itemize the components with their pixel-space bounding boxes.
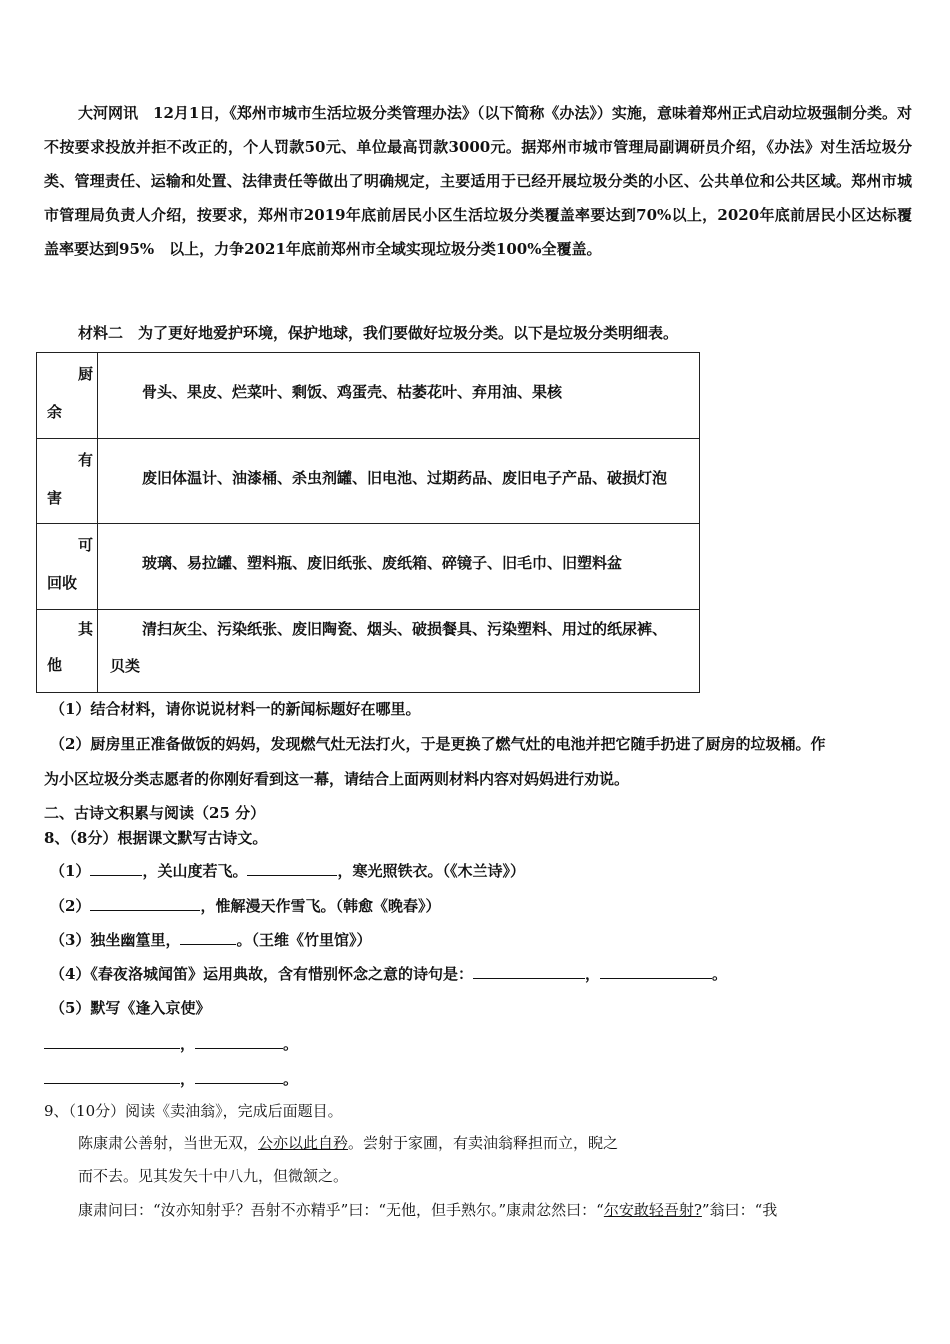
answer-blank[interactable] bbox=[90, 896, 200, 911]
question-2-line2: 为小区垃圾分类志愿者的你刚好看到这一幕，请结合上面两则材料内容对妈妈进行劝说。 bbox=[44, 770, 630, 788]
table-row bbox=[37, 353, 700, 439]
poem-line-1: （1） ，关山度若飞。 ，寒光照铁衣。（《木兰诗》） bbox=[50, 862, 525, 880]
category-cell bbox=[37, 610, 98, 693]
category-label-bottom: 回收 bbox=[47, 574, 78, 592]
passage-line-3: 康肃问曰：“汝亦知射乎？吾射不亦精乎”曰：“无他，但手熟尔。”康肃忿然曰：“尔安敢轻吾射?”翁曰：“我 bbox=[78, 1201, 778, 1219]
category-label-bottom: 余 bbox=[47, 403, 63, 421]
category-label-top: 厨 bbox=[77, 365, 93, 383]
material1-paragraph: 大河网讯 12月1日，《郑州市城市生活垃圾分类管理办法》（以下简称《办法》）实施，意味着郑州正式启动垃圾强制分类。对不按要求投放并拒不改正的，个人罚款50元、单位最高罚款3000元。据郑州市城市管理局副调研员介绍，《办法》对生活垃圾分类、管理责任、运输和处置、法律责任等做出了明确规定，主要适用于已经开展垃圾分类的小区、公共单位和公共区域。郑州市城市管理局负责人介绍，按要求，郑州市2019年底前居民小区生活垃圾分类覆盖率要达到70%以上，2020年底前居民小区达标覆盖率要达到95% 以上，力争2021年底前郑州市全域实现垃圾分类100%全覆盖。 bbox=[44, 104, 912, 258]
table-row bbox=[37, 610, 700, 693]
answer-blank[interactable] bbox=[44, 1034, 180, 1049]
passage-line-2: 而不去。见其发矢十中八九，但微颔之。 bbox=[78, 1167, 349, 1185]
items-text-continued: 贝类 bbox=[110, 657, 141, 675]
category-cell bbox=[37, 524, 98, 610]
category-label-top: 其 bbox=[77, 620, 93, 638]
question-9: 9、（10分）阅读《卖油翁》，完成后面题目。 bbox=[44, 1102, 343, 1120]
material2-intro: 材料二 为了更好地爱护环境，保护地球，我们要做好垃圾分类。以下是垃圾分类明细表。 bbox=[78, 324, 679, 342]
waste-classification-table bbox=[36, 352, 700, 693]
category-label-bottom: 他 bbox=[47, 656, 63, 674]
fill-line-1: ， 。 bbox=[44, 1033, 298, 1054]
category-cell bbox=[37, 439, 98, 524]
question-1: （1）结合材料，请你说说材料一的新闻标题好在哪里。 bbox=[50, 700, 421, 718]
section-2-heading: 二、古诗文积累与阅读（25 分） bbox=[44, 804, 266, 822]
poem-line-4: （4）《春夜洛城闻笛》运用典故，含有惜别怀念之意的诗句是： ， 。 bbox=[50, 965, 727, 983]
poem-line-5: （5）默写《逢入京使》 bbox=[50, 999, 211, 1017]
answer-blank[interactable] bbox=[90, 861, 142, 876]
fill-line-2: ， 。 bbox=[44, 1068, 298, 1089]
table-row bbox=[37, 524, 700, 610]
question-2-line1: （2）厨房里正准备做饭的妈妈，发现燃气灶无法打火，于是更换了燃气灶的电池并把它随手扔进了厨房的垃圾桶。作 bbox=[50, 735, 826, 753]
items-cell bbox=[98, 353, 700, 439]
category-label-top: 有 bbox=[77, 451, 93, 469]
items-cell bbox=[98, 439, 700, 524]
items-text: 玻璃、易拉罐、塑料瓶、废旧纸张、废纸箱、碎镜子、旧毛巾、旧塑料盆 bbox=[142, 554, 623, 572]
answer-blank[interactable] bbox=[473, 964, 585, 979]
category-cell bbox=[37, 353, 98, 439]
poem-line-2: （2） ，惟解漫天作雪飞。（韩愈《晚春》） bbox=[50, 897, 441, 915]
items-text: 废旧体温计、油漆桶、杀虫剂罐、旧电池、过期药品、废旧电子产品、破损灯泡 bbox=[142, 469, 668, 487]
poem-line-3: （3）独坐幽篁里， 。（王维《竹里馆》） bbox=[50, 931, 372, 949]
question-8: 8、（8分）根据课文默写古诗文。 bbox=[44, 829, 268, 847]
category-label-top: 可 bbox=[77, 536, 93, 554]
answer-blank[interactable] bbox=[195, 1069, 283, 1084]
underlined-phrase: 公亦以此自矜 bbox=[258, 1134, 349, 1152]
underlined-phrase: 尔安敢轻吾射? bbox=[603, 1201, 702, 1219]
answer-blank[interactable] bbox=[247, 861, 337, 876]
passage-line-1: 陈康肃公善射，当世无双，公亦以此自矜。尝射于家圃，有卖油翁释担而立，睨之 bbox=[78, 1134, 619, 1152]
items-text: 清扫灰尘、污染纸张、废旧陶瓷、烟头、破损餐具、污染塑料、用过的纸尿裤、 bbox=[142, 620, 668, 638]
answer-blank[interactable] bbox=[195, 1034, 283, 1049]
items-cell bbox=[98, 524, 700, 610]
table-row bbox=[37, 439, 700, 524]
answer-blank[interactable] bbox=[180, 930, 236, 945]
answer-blank[interactable] bbox=[44, 1069, 180, 1084]
answer-blank[interactable] bbox=[600, 964, 712, 979]
items-text: 骨头、果皮、烂菜叶、剩饭、鸡蛋壳、枯萎花叶、弃用油、果核 bbox=[142, 383, 563, 401]
items-cell bbox=[98, 610, 700, 693]
category-label-bottom: 害 bbox=[47, 489, 63, 507]
